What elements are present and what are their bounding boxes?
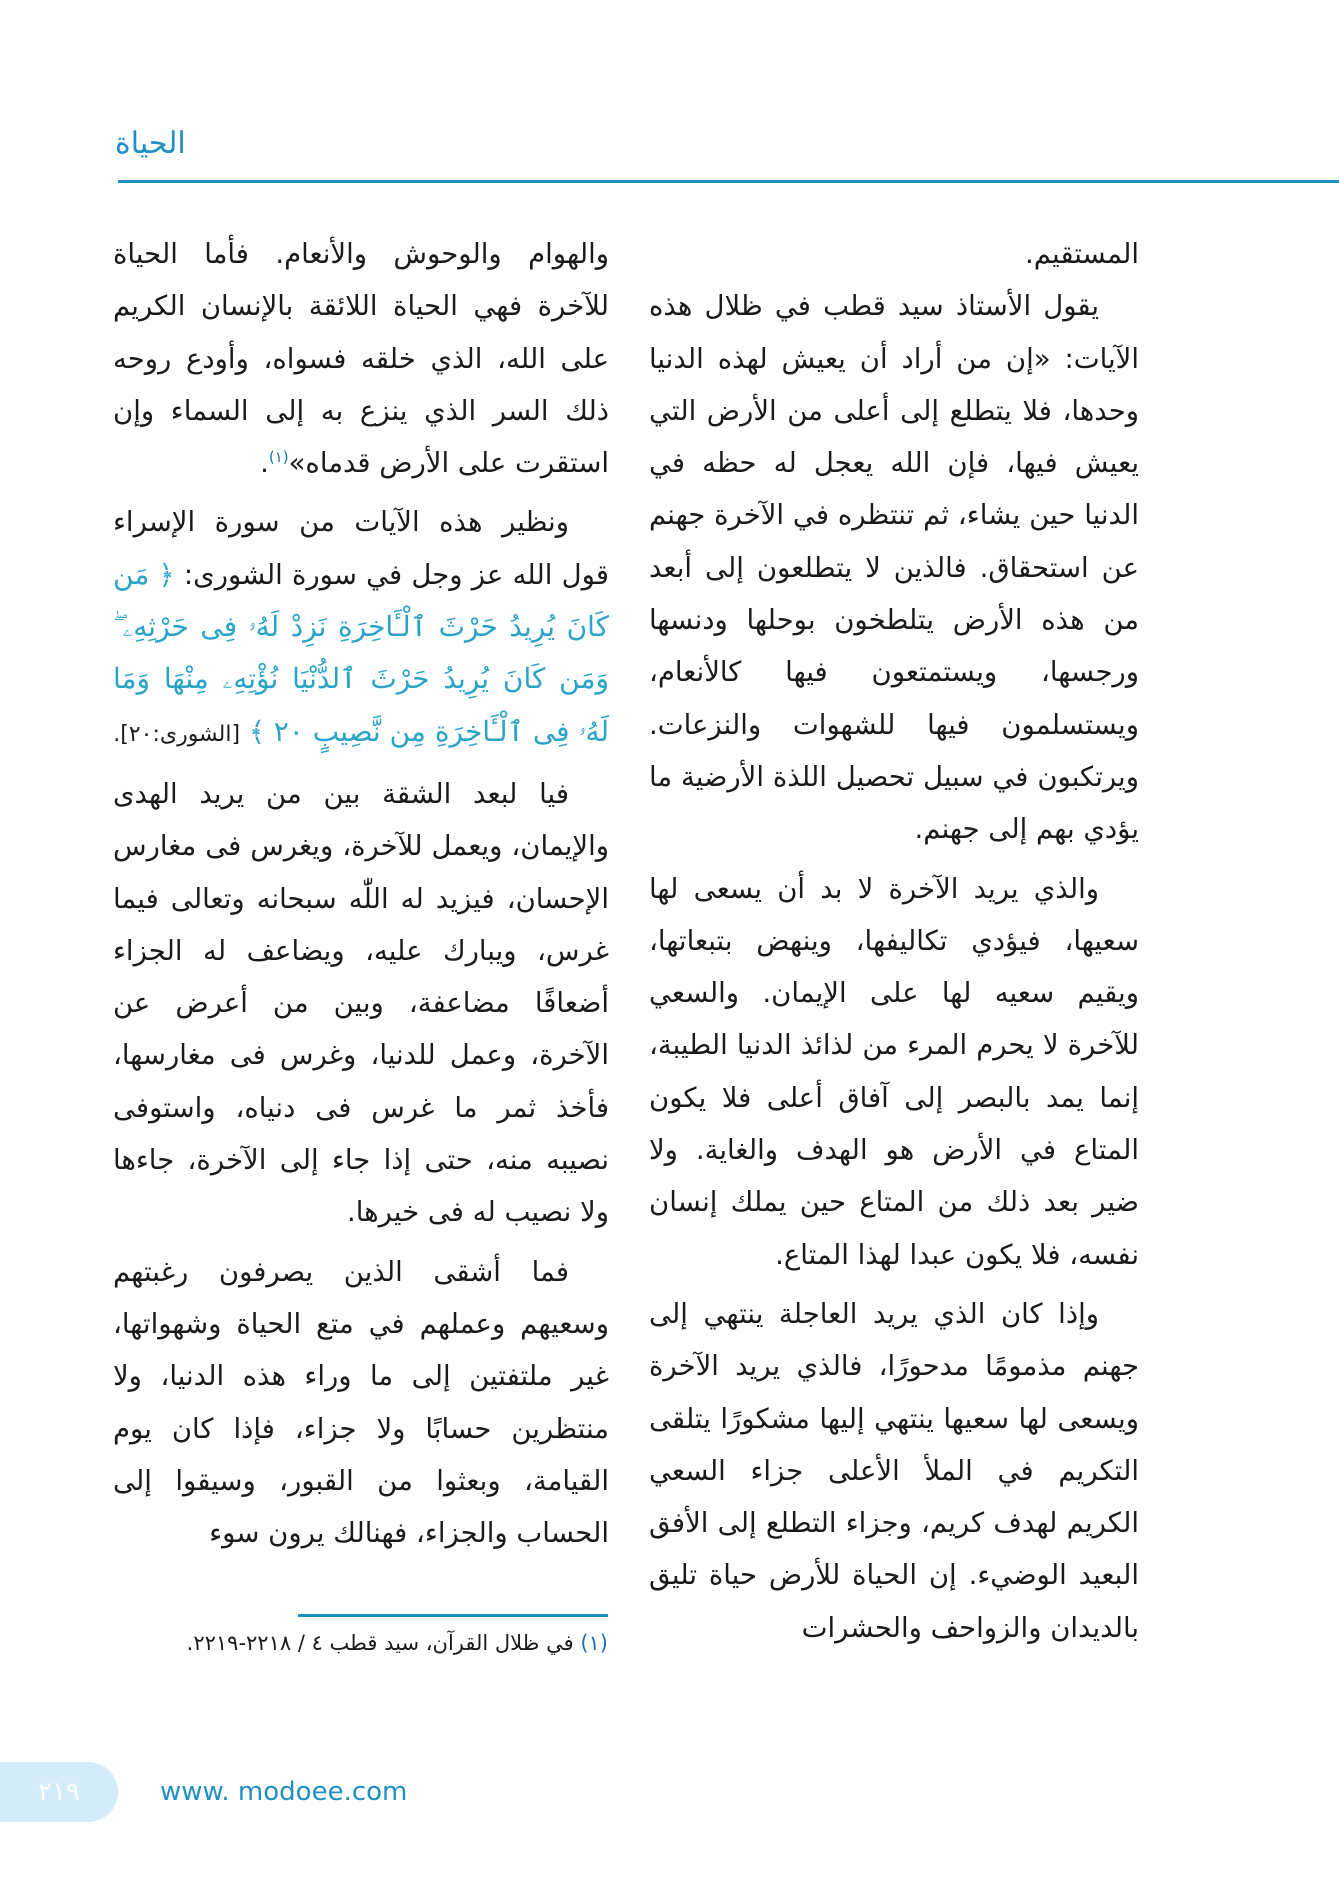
verse-intro: ونظير هذه الآيات من سورة الإسراء قول الله عز وجل في سورة الشورى:: [113, 506, 609, 591]
paragraph-end: .: [260, 447, 269, 480]
right-text-column: [649, 228, 1139, 1654]
footnote: [112, 1628, 608, 1658]
paragraph: وإذا كان الذي يريد العاجلة ينتهي إلى جهنم مذمومًا مدحورًا، فالذي يريد الآخرة ويسعى لها سعيها ينتهي إليها مشكورًا يتلقى التكريم في الملأ الأعلى جزاء السعي الكريم لهدف كريم، وجزاء التطلع إلى الأفق البعيد الوضيء. إن الحياة للأرض حياة تليق بالديدان والزواحف والحشرات: [649, 1297, 1139, 1644]
page-number: ٢١٩: [0, 1762, 118, 1822]
paragraph-text: والهوام والوحوش والأنعام. فأما الحياة للآخرة فهي الحياة اللائقة بالإنسان الكريم على الله، الذي خلقه فسواه، وأودع روحه ذلك السر الذي ينزع به إلى السماء وإن استقرت على الأرض قدماه»: [113, 238, 609, 480]
verse-close-bracket: ﴾: [248, 715, 265, 748]
footnote-divider: [298, 1614, 608, 1617]
footnote-text: في ظلال القرآن، سيد قطب ٤ / ٢٢١٨-٢٢١٩.: [186, 1631, 574, 1655]
paragraph: يقول الأستاذ سيد قطب في ظلال هذه الآيات: «إن من أراد أن يعيش لهذه الدنيا وحدها، فلا يتطلع إلى أعلى من الأرض التي يعيش فيها، فإن الله يعجل له حظه في الدنيا حين يشاء، ثم تنتظره في الآخرة جهنم عن استحقاق. فالذين لا يتطلعون إلى أبعد من هذه الأرض يتلطخون بوحلها ودنسها ورجسها، ويستمتعون فيها كالأنعام، ويستسلمون فيها للشهوات والنزعات. ويرتكبون في سبيل تحصيل اللذة الأرضية ما يؤدي بهم إلى جهنم.: [649, 290, 1139, 846]
site-url-link[interactable]: www. modoee.com: [160, 1777, 408, 1807]
verse-open-bracket: ﴿: [158, 558, 175, 591]
paragraph: والذي يريد الآخرة لا بد أن يسعى لها سعيها، فيؤدي تكاليفها، وينهض بتبعاتها، ويقيم سعيه لها على الإيمان. والسعي للآخرة لا يحرم المرء من لذائذ الدنيا الطيبة، إنما يمد بالبصر إلى آفاق أعلى فلا يكون المتاع في الأرض هو الهدف والغاية. ولا ضير بعد ذلك من المتاع حين يملك إنسان نفسه، فلا يكون عبدا لهذا المتاع.: [649, 872, 1139, 1271]
paragraph: [113, 496, 609, 760]
left-text-column: [113, 228, 609, 1559]
verse-citation: [الشورى:٢٠].: [113, 721, 241, 747]
footnote-reference[interactable]: (١): [268, 448, 289, 467]
paragraph: [113, 228, 609, 489]
header-logo-mark: الحياة: [115, 126, 186, 161]
paragraph: المستقيم.: [1024, 238, 1139, 270]
paragraph: فما أشقى الذين يصرفون رغبتهم وسعيهم وعملهم في متع الحياة وشهواتها، غير ملتفتين إلى ما وراء هذه الدنيا، ولا منتظرين حسابًا ولا جزاء، فإذا كان يوم القيامة، وبعثوا من القبور، وسيقوا إلى الحساب والجزاء، فهنالك يرون سوء: [113, 1255, 609, 1550]
paragraph: فيا لبعد الشقة بين من يريد الهدى والإيمان، ويعمل للآخرة، ويغرس فى مغارس الإحسان، فيزيد له اللّٰه سبحانه وتعالى فيما غرس، ويبارك عليه، ويضاعف له الجزاء أضعافًا مضاعفة، وبين من أعرض عن الآخرة، وعمل للدنيا، وغرس فى مغارسها، فأخذ ثمر ما غرس فى دنياه، واستوفى نصيبه منه، حتى إذا جاء إلى الآخرة، جاءها ولا نصيب له فى خيرها.: [113, 777, 609, 1229]
footnote-number: (١): [580, 1631, 608, 1655]
header-divider: [118, 180, 1339, 183]
quran-verse: مَن كَانَ يُرِيدُ حَرْثَ ٱلْـَٔاخِرَةِ نَزِدْ لَهُۥ فِى حَرْثِهِۦ ۖ وَمَن كَانَ يُرِيدُ حَرْثَ ٱلدُّنْيَا نُؤْتِهِۦ مِنْهَا وَمَا لَهُۥ فِى ٱلْـَٔاخِرَةِ مِن نَّصِيبٍ ٢٠: [113, 557, 609, 748]
